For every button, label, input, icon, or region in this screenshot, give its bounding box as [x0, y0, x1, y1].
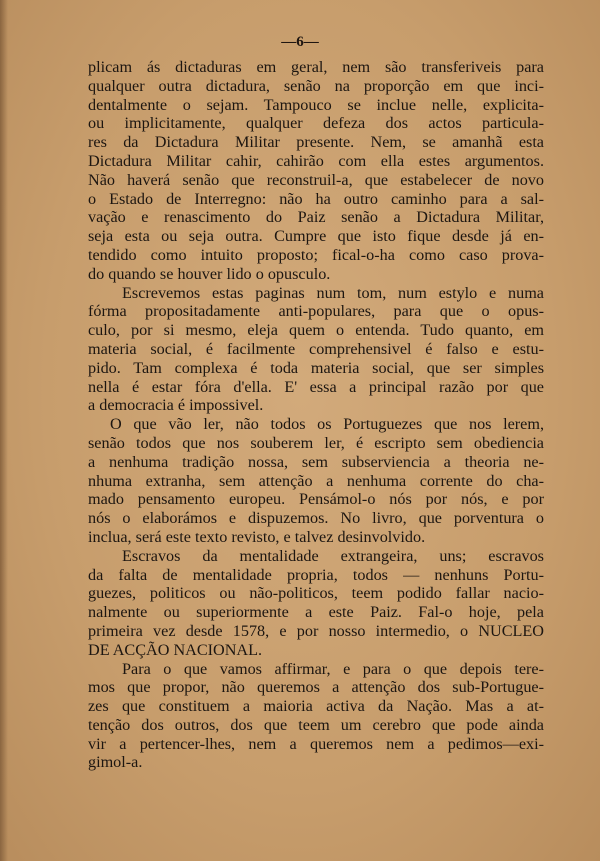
text-line: plicam ás dictaduras em geral, nem são transferiveis para	[88, 58, 544, 76]
text-line: inclua, será este texto revisto, e talvez desinvolvido.	[88, 527, 426, 546]
text-line: nós o elaborámos e dispuzemos. No livro, que porventura o	[88, 509, 544, 528]
text-line: gimol-a.	[88, 753, 143, 772]
text-line: vação e renascimento do Paiz senão a Dictadura Militar,	[88, 208, 544, 227]
text-line: guezes, politicos ou não-politicos, teem podido fallar nacio-	[88, 584, 544, 603]
text-line: DE ACÇÃO NACIONAL.	[88, 640, 263, 659]
text-line: mado pensamento europeu. Pensámol-o nós por nós, e por	[88, 490, 544, 509]
text-line: qualquer outra dictadura, senão na proporção em que inci-	[88, 76, 544, 95]
text-line: Para o que vamos affirmar, e para o que depois tere-	[122, 659, 544, 678]
text-line: zes que constituem a maioria activa da Nação. Mas a at-	[88, 697, 544, 716]
text-line: ou implicitamente, qualquer defeza dos actos particula-	[88, 114, 544, 133]
text-line: res da Dictadura Militar presente. Nem, se amanhã esta	[88, 133, 544, 152]
text-line: primeira vez desde 1578, e por nosso intermedio, o NUCLEO	[88, 621, 544, 640]
text-line: Dictadura Militar cahir, cahirão com ella estes argumentos.	[88, 151, 544, 170]
text-line: tendido como intuito proposto; fical-o-ha como caso prova-	[88, 245, 544, 264]
body-text	[88, 58, 544, 772]
text-line: vir a pertencer-lhes, nem a queremos nem a pedimos—exi-	[88, 734, 544, 753]
text-line: nhuma extranha, sem attenção a nenhuma corrente do cha-	[88, 471, 544, 490]
text-line: O que vão ler, não todos os Portuguezes que nos lerem,	[110, 415, 544, 434]
text-line: a nenhuma tradição nossa, sem subserviencia a theoria ne-	[88, 452, 544, 471]
text-line: seja esta ou seja outra. Cumpre que isto fique desde já en-	[88, 227, 544, 246]
text-line: o Estado de Interregno: não ha outro caminho para a sal-	[88, 189, 544, 208]
text-line: culo, por si mesmo, eleja quem o entenda. Tudo quanto, em	[88, 321, 544, 340]
text-line: nella é estar fóra d'ella. E' essa a principal razão por que	[88, 377, 544, 396]
text-line: fórma propositadamente anti-populares, para que o opus-	[88, 302, 544, 321]
text-line: do quando se houver lido o opusculo.	[88, 264, 331, 283]
text-line: dentalmente o sejam. Tampouco se inclue nelle, explicita-	[88, 95, 544, 114]
text-line: Escravos da mentalidade extrangeira, uns; escravos	[122, 546, 544, 565]
text-line: pido. Tam complexa é toda materia social, que ser simples	[88, 358, 544, 377]
page-number: —6—	[281, 34, 319, 50]
text-line: Escrevemos estas paginas num tom, num estylo e numa	[122, 283, 544, 302]
text-line: Não haverá senão que reconstruil-a, que estabelecer de novo	[88, 170, 544, 189]
text-line: mos que propor, não queremos a attenção dos sub-Portugue-	[88, 678, 544, 697]
text-line: nalmente ou superiormente a este Paiz. Fal-o hoje, pela	[88, 603, 544, 622]
page-edge-shadow	[0, 0, 8, 861]
text-line: a democracia é impossivel.	[88, 396, 264, 415]
text-line: tenção dos outros, dos que teem um cerebro que pode ainda	[88, 715, 544, 734]
text-line: senão todos que nos souberem ler, é escripto sem obediencia	[88, 433, 544, 452]
text-line: da falta de mentalidade propria, todos — nenhuns Portu-	[88, 565, 544, 584]
text-line: materia social, é facilmente comprehensivel é falso e estu-	[88, 339, 544, 358]
